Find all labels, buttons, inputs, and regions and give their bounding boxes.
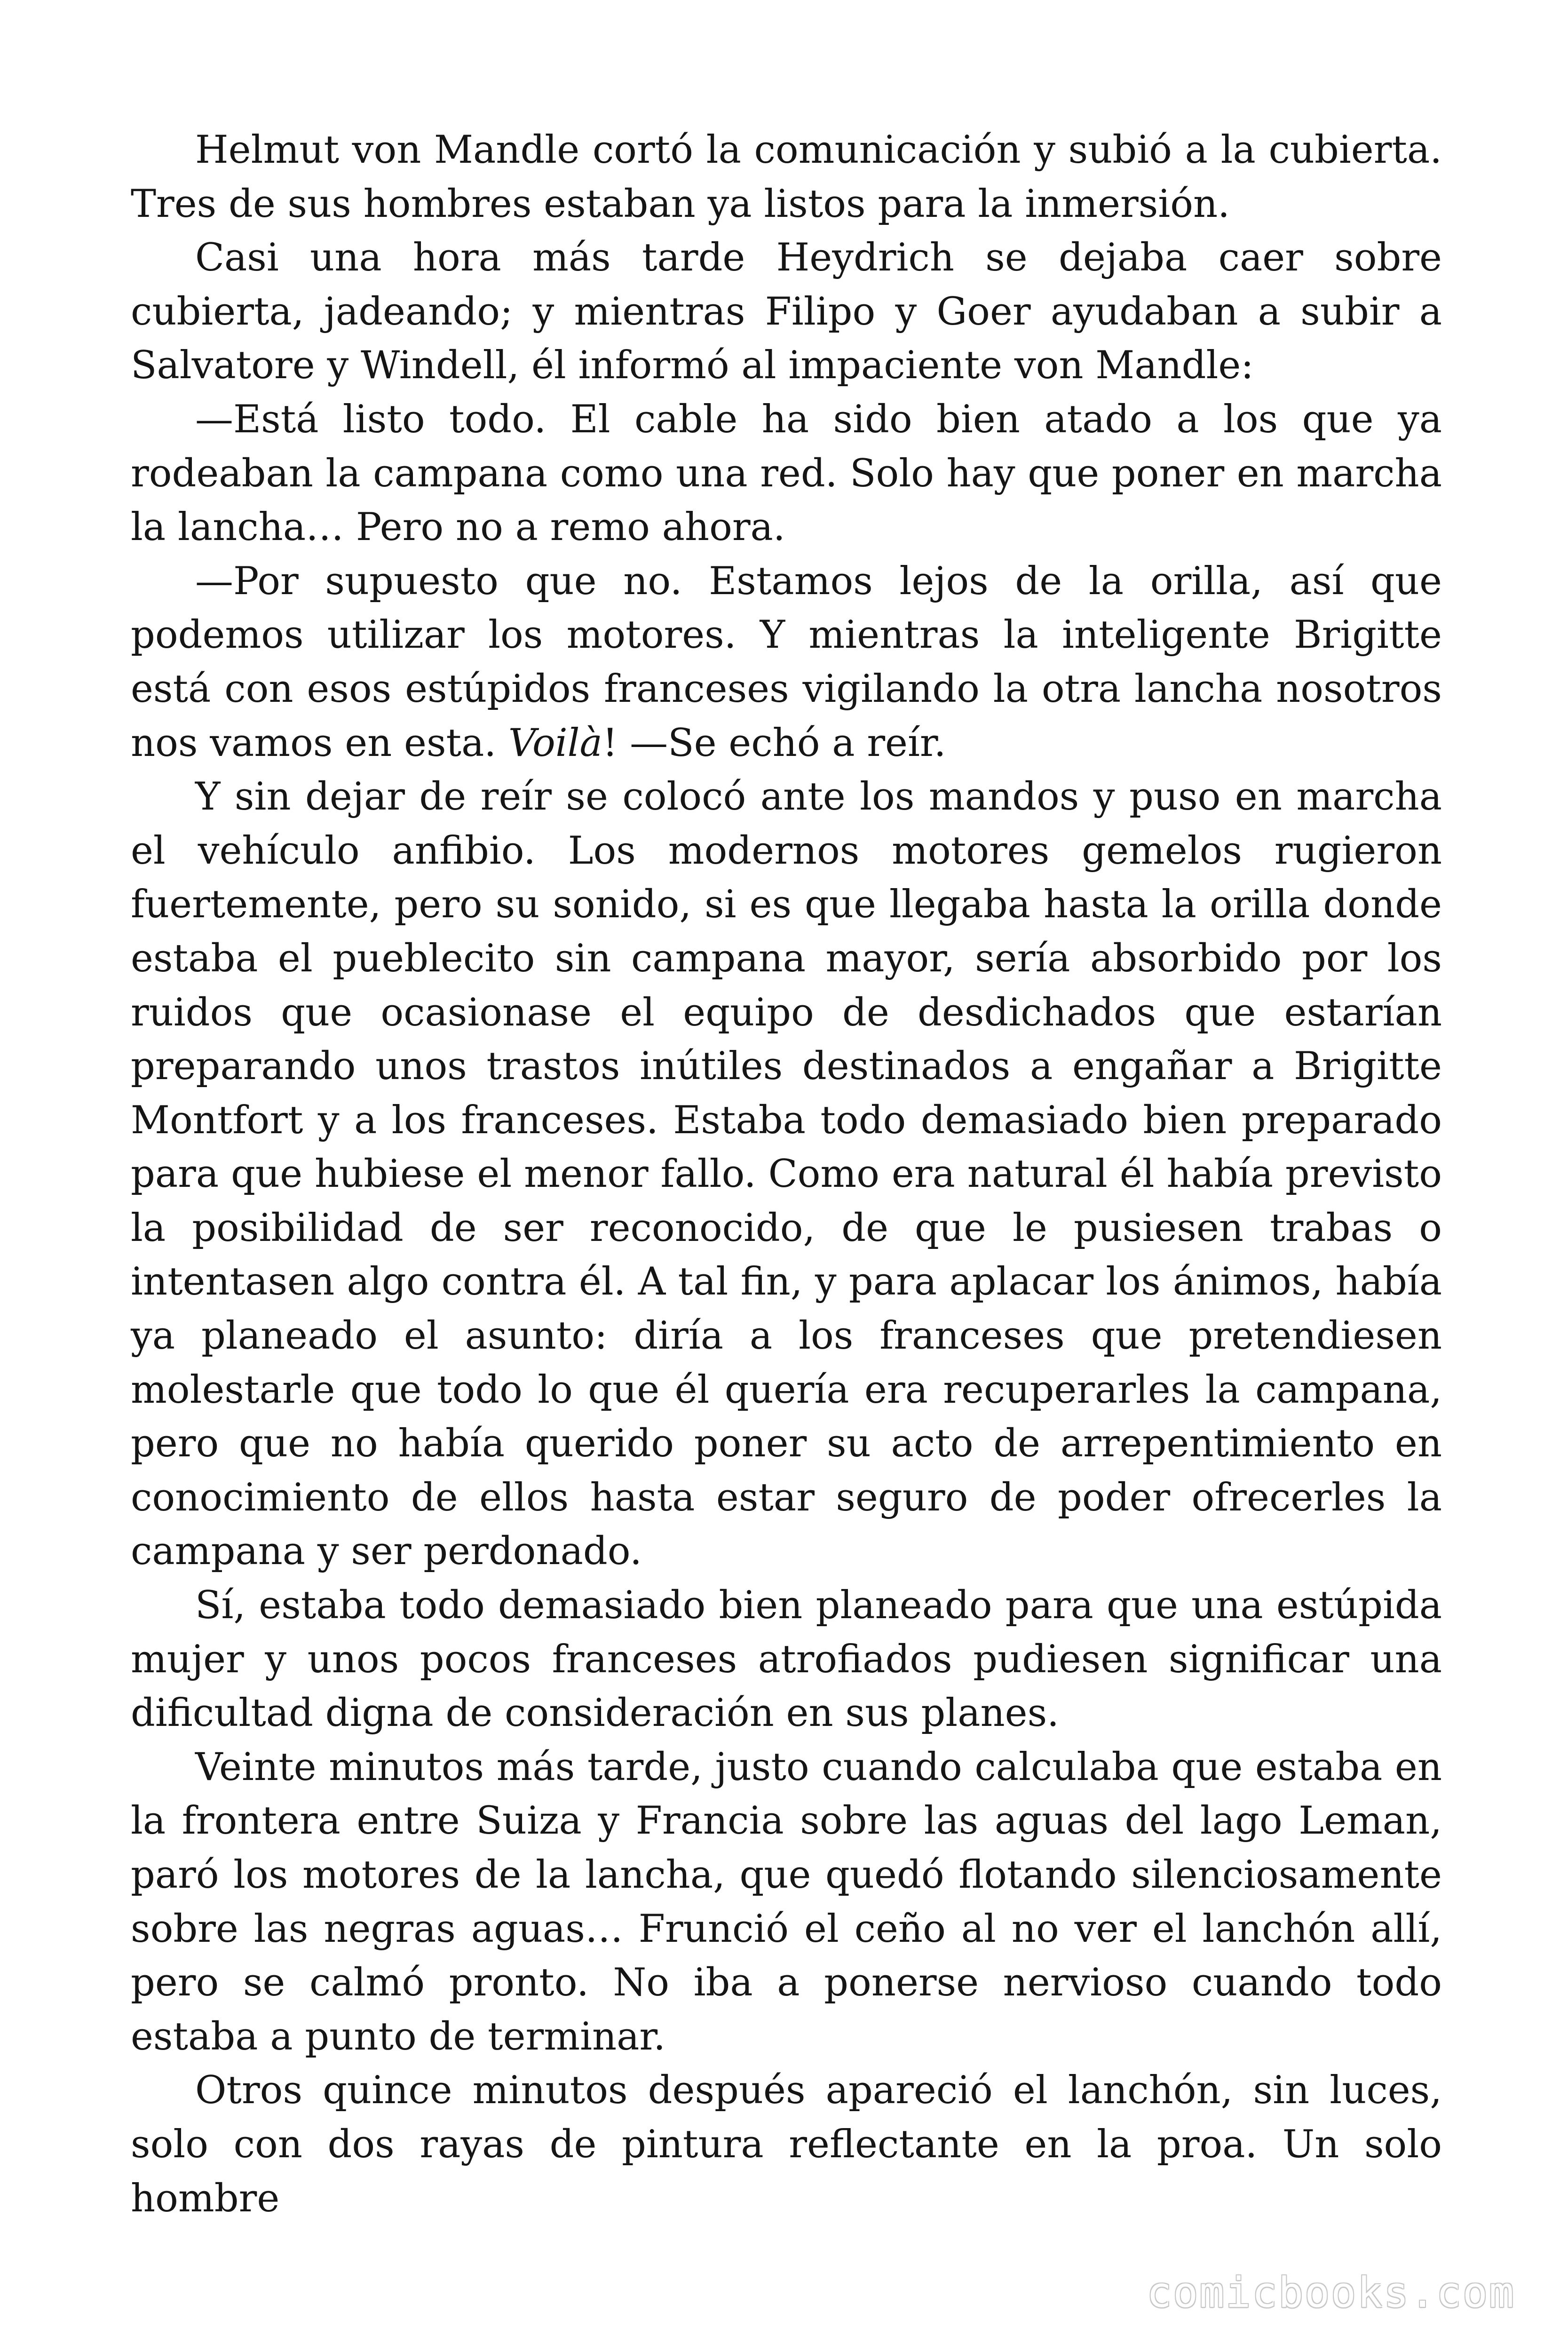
paragraph xyxy=(131,555,1442,770)
paragraph: Otros quince minutos después apareció el lanchón, sin luces, solo con dos rayas de pintura reflectante en la proa. Un solo hombre xyxy=(131,2068,1442,2221)
paragraph: Veinte minutos más tarde, justo cuando calculaba que estaba en la frontera entre Suiza y Francia sobre las aguas del lago Leman, paró los motores de la lancha, que quedó flotando silenciosamente sobre las negras aguas… Frunció el ceño al no ver el lanchón allí, pero se calmó pronto. No iba a ponerse nervioso cuando todo estaba a punto de terminar. xyxy=(131,1745,1442,2059)
paragraph: Y sin dejar de reír se colocó ante los mandos y puso en marcha el vehículo anfibio. Los modernos motores gemelos rugieron fuertemente, pero su sonido, si es que llegaba hasta la orilla donde estaba el pueblecito sin campana mayor, sería absorbido por los ruidos que ocasionase el equipo de desdichados que estarían preparando unos trastos inútiles destinados a engañar a Brigitte Montfort y a los franceses. Estaba todo demasiado bien preparado para que hubiese el menor fallo. Como era natural él había previsto la posibilidad de ser reconocido, de que le pusiesen trabas o intentasen algo contra él. A tal fin, y para aplacar los ánimos, había ya planeado el asunto: diría a los franceses que pretendiesen molestarle que todo lo que él quería era recuperarles la campana, pero que no había querido poner su acto de arrepentimiento en conocimiento de ellos hasta estar seguro de poder ofrecerles la campana y ser perdonado. xyxy=(131,775,1442,1574)
paragraph-text-after: ! —Se echó a reír. xyxy=(602,721,946,765)
paragraph-text: —Por supuesto que no. Estamos lejos de la orilla, así que podemos utilizar los motores. Y mientras la inteligente Brigitte está con esos estúpidos franceses vigilando la otra lancha nosotros nos vamos en esta. xyxy=(131,559,1442,765)
paragraph: —Está listo todo. El cable ha sido bien atado a los que ya rodeaban la campana como una red. Solo hay que poner en marcha la lancha… Pero no a remo ahora. xyxy=(131,397,1442,550)
paragraph: Casi una hora más tarde Heydrich se dejaba caer sobre cubierta, jadeando; y mientras Filipo y Goer ayudaban a subir a Salvatore y Windell, él informó al impaciente von Mandle: xyxy=(131,236,1442,388)
paragraph: Sí, estaba todo demasiado bien planeado para que una estúpida mujer y unos pocos franceses atrofiados pudiesen significar una dificultad digna de consideración en sus planes. xyxy=(131,1583,1442,1736)
watermark: comicbooks.com xyxy=(1147,2268,1515,2317)
paragraph: Helmut von Mandle cortó la comunicación y subió a la cubierta. Tres de sus hombres estaban ya listos para la inmersión. xyxy=(131,128,1442,226)
body-text xyxy=(131,123,1442,2225)
italic-word: Voilà xyxy=(508,721,602,765)
